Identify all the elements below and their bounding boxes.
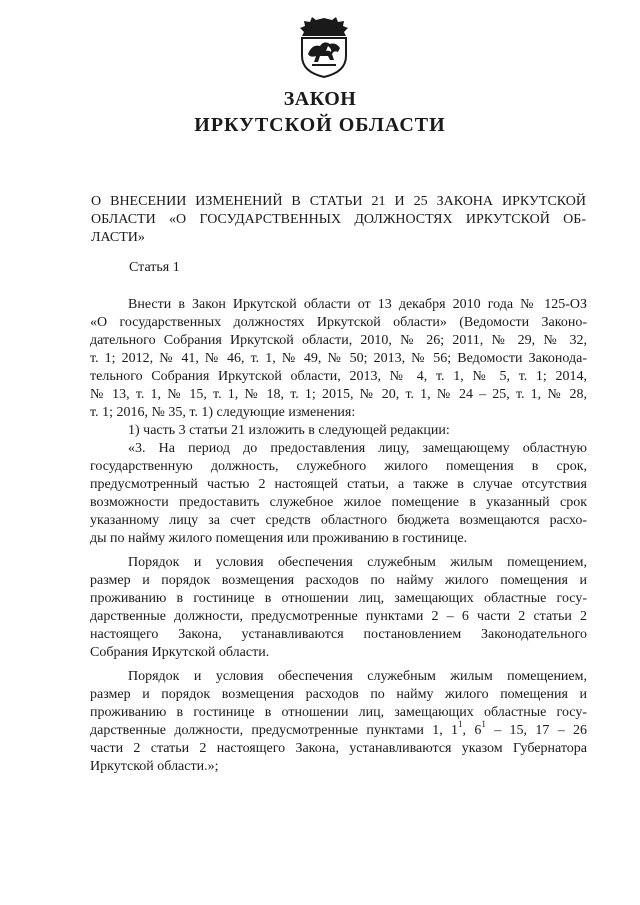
quote-line-with-superscripts (90, 719, 588, 740)
quote-line: государственную должность, служебного жилого помещения в срок, (90, 459, 587, 474)
quote-line: Порядок и условия обеспечения служебным жилым помещением, (128, 555, 587, 570)
paragraph-line: дательного Собрания Иркутской области, 2010, № 26; 2011, № 29, № 32, (90, 333, 587, 348)
quote-line: указанному лицу за счет средств областного бюджета возмещаются расхо- (90, 513, 587, 528)
quote-line: возможности предоставить служебное жилое помещение в указанный срок (90, 495, 587, 510)
superscript: 1 (458, 719, 463, 730)
paragraph-line: «О государственных должностях Иркутской области» (Ведомости Законо- (90, 315, 587, 330)
quote-line: Порядок и условия обеспечения служебным жилым помещением, (128, 669, 587, 684)
quote-line: проживанию в гостинице в отношении лиц, замещающих областные госу- (90, 705, 587, 720)
document-title: ЗАКОН (283, 88, 357, 110)
quote-line: Иркутской области.»; (90, 759, 219, 774)
coat-of-arms-emblem (298, 16, 350, 78)
quote-line: части 2 статьи 2 настоящего Закона, устанавливаются указом Губернатора (90, 741, 587, 756)
quote-line: проживанию в гостинице в отношении лиц, замещающих областные госу- (90, 591, 587, 606)
paragraph-line: т. 1; 2016, № 35, т. 1) следующие изменения: (90, 405, 356, 420)
quote-text: дарственные должности, предусмотренные пунктами 1, 1 (90, 723, 459, 738)
subject-line: ОБЛАСТИ «О ГОСУДАРСТВЕННЫХ ДОЛЖНОСТЯХ ИРКУТСКОЙ ОБ- (91, 212, 586, 227)
quote-line: ды по найму жилого помещения или проживанию в гостинице. (90, 531, 468, 546)
quote-line: «3. На период до предоставления лицу, замещающему областную (128, 441, 587, 456)
quote-line: предусмотренный частью 2 настоящей статьи, а также в случае отсутствия (90, 477, 587, 492)
quote-line: Собрания Иркутской области. (90, 645, 270, 660)
subject-line: О ВНЕСЕНИИ ИЗМЕНЕНИЙ В СТАТЬИ 21 И 25 ЗАКОНА ИРКУТСКОЙ (91, 194, 586, 209)
quote-line: дарственные должности, предусмотренные пунктами 2 – 6 части 2 статьи 2 (90, 609, 587, 624)
law-subject-heading (91, 193, 586, 247)
quote-line: настоящего Закона, устанавливаются постановлением Законодательного (90, 627, 587, 642)
quote-text: – 15, 17 – 26 (485, 723, 588, 738)
superscript: 1 (481, 719, 486, 730)
subject-line: ЛАСТИ» (91, 230, 145, 245)
paragraph-line: тельного Собрания Иркутской области, 2013, № 4, т. 1, № 5, т. 1; 2014, (90, 369, 587, 384)
quote-line: размер и порядок возмещения расходов по найму жилого помещения и (90, 573, 587, 588)
article-heading: Статья 1 (129, 260, 180, 275)
paragraph-line: т. 1; 2012, № 41, № 46, т. 1, № 49, № 50; 2013, № 56; Ведомости Законода- (90, 351, 587, 366)
list-item: 1) часть 3 статьи 21 изложить в следующей редакции: (128, 423, 450, 438)
document-title-region: ИРКУТСКОЙ ОБЛАСТИ (194, 114, 446, 136)
quote-text: , 6 (462, 723, 482, 738)
article-body (90, 296, 587, 776)
paragraph-line: № 13, т. 1, № 15, т. 1, № 18, т. 1; 2015, № 20, т. 1, № 24 – 25, т. 1, № 28, (90, 387, 587, 402)
paragraph-line: Внести в Закон Иркутской области от 13 декабря 2010 года № 125-ОЗ (128, 297, 587, 312)
quote-line: размер и порядок возмещения расходов по найму жилого помещения и (90, 687, 587, 702)
